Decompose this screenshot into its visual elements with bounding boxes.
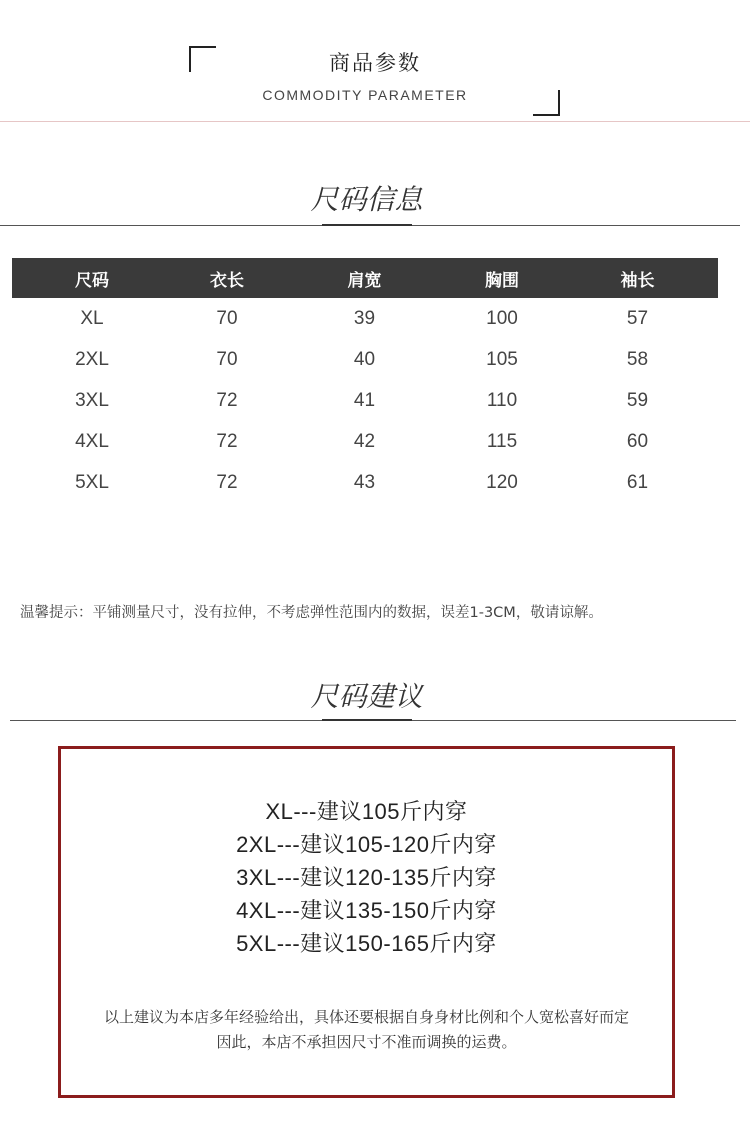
table-cell: 58 [626, 348, 649, 370]
header-divider [0, 121, 750, 122]
header-corner-bottom-right [533, 90, 560, 116]
size-advice-title: 尺码建议 [310, 680, 423, 713]
table-cell: 41 [353, 389, 376, 411]
size-info-title: 尺码信息 [310, 183, 423, 216]
table-row [12, 380, 718, 421]
measurement-note: 温馨提示：平铺测量尺寸，没有拉伸，不考虑弹性范围内的数据，误差1-3CM，敬请谅解。 [20, 605, 603, 621]
table-cell: 72 [216, 430, 238, 452]
size-advice-item: 4XL---建议135-150斤内穿 [236, 898, 497, 923]
size-info-divider-accent [322, 224, 412, 226]
column-header: 胸围 [485, 270, 519, 291]
table-cell: 72 [216, 471, 238, 493]
table-cell: 105 [486, 348, 518, 370]
size-advice-item: 5XL---建议150-165斤内穿 [236, 931, 497, 956]
header-subtitle: COMMODITY PARAMETER [262, 87, 468, 103]
table-cell: 70 [216, 348, 238, 370]
column-header: 尺码 [75, 270, 109, 291]
table-cell: 61 [626, 471, 649, 493]
size-advice-box [58, 746, 675, 1098]
size-advice-item: 3XL---建议120-135斤内穿 [236, 865, 497, 890]
column-header: 袖长 [620, 270, 655, 291]
table-row [12, 462, 718, 503]
table-row [12, 298, 718, 339]
table-cell: 59 [626, 389, 649, 411]
table-cell: 60 [626, 430, 649, 452]
table-row [12, 339, 718, 380]
table-cell: 3XL [75, 389, 109, 411]
table-cell: 120 [486, 471, 518, 493]
table-cell: XL [80, 307, 104, 329]
size-advice-item: XL---建议105斤内穿 [265, 799, 468, 824]
size-advice-item: 2XL---建议105-120斤内穿 [236, 832, 497, 857]
column-header: 肩宽 [347, 270, 382, 291]
size-advice-list [61, 795, 672, 960]
header-title: 商品参数 [329, 51, 421, 75]
table-cell: 4XL [75, 430, 109, 452]
size-advice-note [61, 1005, 672, 1055]
size-table [12, 258, 718, 503]
size-advice-divider-accent [322, 719, 412, 721]
table-cell: 110 [486, 389, 518, 411]
table-cell: 2XL [75, 348, 109, 370]
table-cell: 5XL [75, 471, 109, 493]
table-cell: 39 [353, 307, 376, 329]
table-cell: 115 [486, 430, 518, 452]
table-cell: 42 [353, 430, 376, 452]
size-table-header [12, 258, 718, 298]
table-cell: 57 [626, 307, 649, 329]
table-row [12, 421, 718, 462]
table-cell: 100 [486, 307, 518, 329]
column-header: 衣长 [210, 270, 244, 291]
table-cell: 43 [353, 471, 376, 493]
size-advice-note-line: 以上建议为本店多年经验给出，具体还要根据自身身材比例和个人宽松喜好而定 [103, 1008, 629, 1026]
table-cell: 70 [216, 307, 238, 329]
table-cell: 40 [353, 348, 376, 370]
size-advice-note-line: 因此，本店不承担因尺寸不准而调换的运费。 [216, 1033, 517, 1051]
table-cell: 72 [216, 389, 238, 411]
